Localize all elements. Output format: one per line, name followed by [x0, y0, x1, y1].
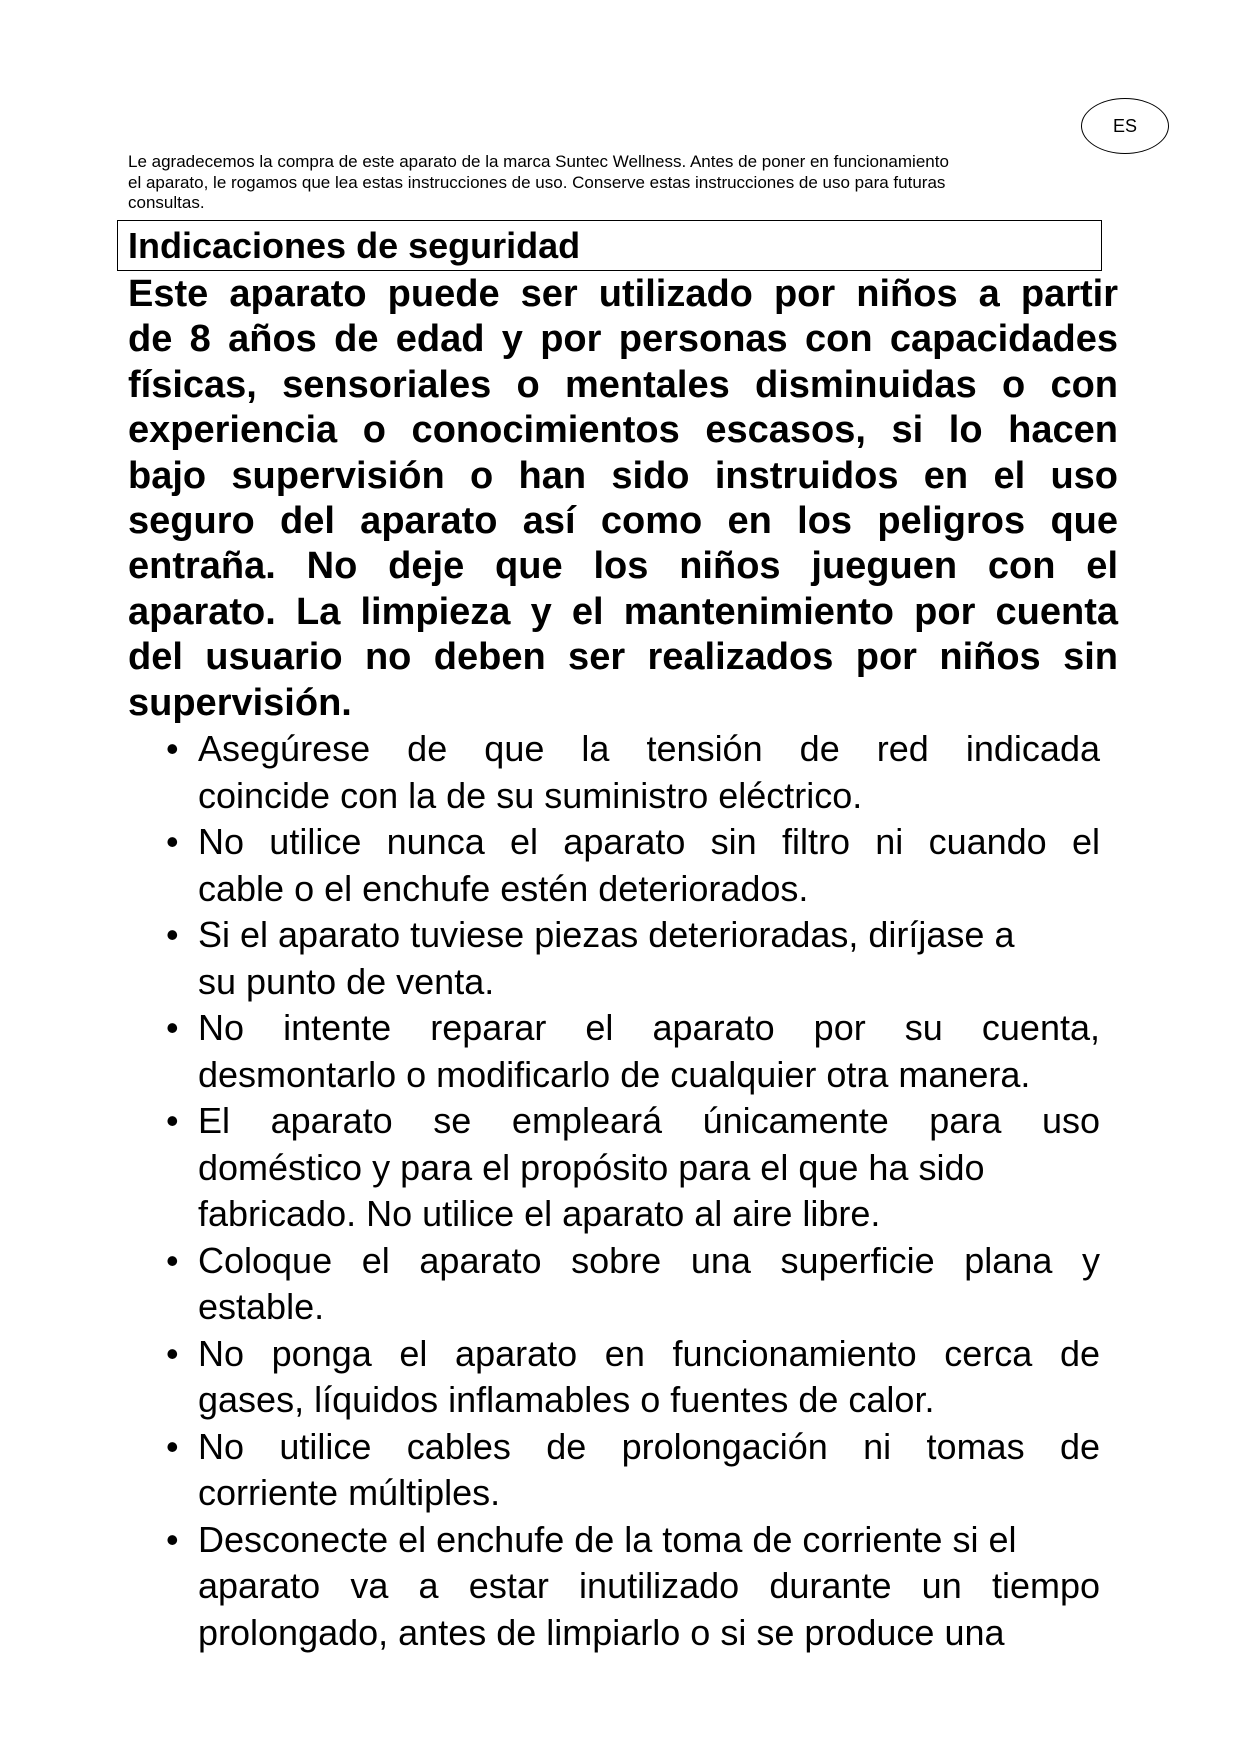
list-item-line: No utilice nunca el aparato sin filtro ni cuando el [198, 821, 1100, 862]
list-item [160, 1517, 1100, 1657]
bullet-icon: • [166, 1007, 179, 1048]
warning-line: experiencia o conocimientos escasos, si lo hacen [128, 409, 1118, 452]
list-item-line: corriente múltiples. [198, 1472, 501, 1513]
bullet-icon: • [166, 1518, 179, 1560]
list-item-line: El aparato se empleará únicamente para uso [198, 1100, 1100, 1141]
warning-line: físicas, sensoriales o mentales disminuidas o con [128, 363, 1118, 406]
warning-line: de 8 años de edad y por personas con capacidades [128, 318, 1118, 361]
language-badge [1081, 98, 1169, 154]
list-item-line: cable o el enchufe estén deteriorados. [198, 867, 809, 909]
warning-line: entraña. No deje que los niños jueguen con el [128, 545, 1118, 588]
language-code: ES [1112, 115, 1137, 136]
bullet-icon: • [166, 1425, 179, 1467]
intro-line: consultas. [128, 193, 205, 212]
list-item-line: desmontarlo o modificarlo de cualquier otra manera. [198, 1053, 1031, 1095]
warning-line: del usuario no deben ser realizados por niños sin [128, 636, 1118, 679]
intro-line: Le agradecemos la compra de este aparato de la marca Suntec Wellness. Antes de poner en funcionamiento [128, 152, 949, 171]
list-item-line: gases, líquidos inflamables o fuentes de calor. [198, 1379, 935, 1420]
list-item [160, 1331, 1100, 1424]
warning-line: Este aparato puede ser utilizado por niños a partir [128, 273, 1118, 315]
list-item [160, 726, 1100, 819]
list-item-line: No utilice cables de prolongación ni tomas de [198, 1425, 1100, 1467]
list-item [160, 1098, 1100, 1238]
bullet-icon: • [166, 914, 179, 955]
section-heading-box [117, 220, 1102, 271]
list-item-line: fabricado. No utilice el aparato al aire libre. [198, 1193, 881, 1234]
safety-bullet-list [160, 726, 1100, 1656]
list-item [160, 912, 1100, 1005]
warning-line: seguro del aparato así como en los peligros que [128, 500, 1118, 543]
bullet-icon: • [166, 728, 179, 769]
list-item-line: Coloque el aparato sobre una superficie plana y [198, 1239, 1100, 1281]
bullet-icon: • [166, 1239, 179, 1281]
warning-line: aparato. La limpieza y el mantenimiento por cuenta [128, 590, 1118, 633]
list-item-line: Si el aparato tuviese piezas deterioradas, diríjase a [198, 914, 1015, 955]
list-item-line: No intente reparar el aparato por su cuenta, [198, 1007, 1100, 1048]
list-item-line: estable. [198, 1286, 325, 1327]
intro-paragraph [128, 152, 1088, 214]
list-item-line: Asegúrese de que la tensión de red indicada [198, 728, 1100, 769]
warning-line: bajo supervisión o han sido instruidos en el uso [128, 454, 1118, 497]
list-item [160, 1238, 1100, 1331]
section-title: Indicaciones de seguridad [128, 225, 581, 266]
bullet-icon: • [166, 821, 179, 862]
list-item-line: aparato va a estar inutilizado durante un tiempo [198, 1565, 1100, 1606]
bullet-icon: • [166, 1100, 179, 1141]
list-item-line: Desconecte el enchufe de la toma de corriente si el [198, 1518, 1017, 1560]
safety-warning-paragraph [128, 272, 1118, 726]
list-item-line: coincide con la de su suministro eléctrico. [198, 774, 863, 816]
list-item-line: su punto de venta. [198, 960, 495, 1002]
list-item-line: doméstico y para el propósito para el que ha sido [198, 1146, 985, 1188]
bullet-icon: • [166, 1332, 179, 1374]
list-item [160, 1424, 1100, 1517]
intro-line: el aparato, le rogamos que lea estas instrucciones de uso. Conserve estas instrucciones de uso para futuras [128, 172, 946, 192]
list-item-line: No ponga el aparato en funcionamiento cerca de [198, 1332, 1100, 1374]
warning-line: supervisión. [128, 681, 352, 724]
list-item [160, 1005, 1100, 1098]
list-item-line: prolongado, antes de limpiarlo o si se produce una [198, 1611, 1005, 1653]
list-item [160, 819, 1100, 912]
